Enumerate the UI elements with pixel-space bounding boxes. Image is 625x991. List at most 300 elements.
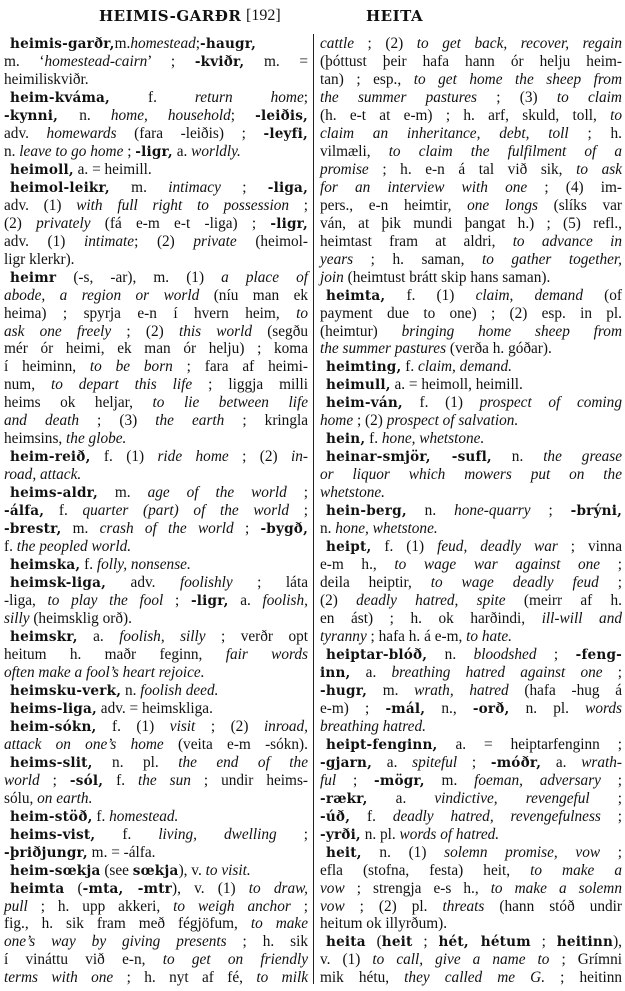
- body-text: (heimsklig orð).: [29, 610, 132, 627]
- headword: heims-liga,: [10, 700, 97, 717]
- text-line: [4, 826, 308, 844]
- text-line: [320, 502, 622, 520]
- definition-text: claim, demand: [475, 286, 583, 304]
- body-text: ; (2): [111, 322, 179, 340]
- body-text: ;: [220, 178, 268, 196]
- definition-text: homestead: [130, 35, 196, 52]
- text-line: [4, 197, 308, 215]
- text-line: [320, 646, 622, 664]
- text-line: [4, 107, 308, 125]
- body-text: f.: [80, 556, 97, 574]
- body-text: ; liggja milli: [192, 376, 308, 394]
- body-text: ; h.: [568, 124, 622, 142]
- body-text: heima) ; spyrja e-n í hvern heim,: [4, 304, 297, 322]
- body-text: ),: [613, 933, 622, 951]
- headword: heims-aldr,: [10, 485, 98, 502]
- definition-text: to advance in: [512, 232, 622, 250]
- body-text: ;: [163, 592, 191, 610]
- body-text: a. = heimoll, heimill.: [390, 376, 523, 394]
- headword: heipt-fenginn,: [326, 736, 438, 753]
- body-text: n.: [491, 448, 544, 466]
- definition-text: attack on one’s home: [4, 735, 164, 753]
- body-text: (h. e-t at e-m) ; h. arf, skuld, toll,: [320, 106, 611, 124]
- body-text: adv. = heimskliga.: [96, 699, 213, 717]
- text-line: [320, 826, 622, 844]
- body-text: ;: [412, 933, 439, 951]
- body-text: ; kringla: [224, 412, 309, 430]
- body-text: deila heiptir,: [320, 574, 431, 592]
- body-text: e-m h.,: [320, 556, 395, 574]
- headword: -hugr,: [320, 682, 368, 699]
- body-text: ; (2): [228, 448, 291, 466]
- headword: heim-sœkja: [10, 862, 101, 879]
- text-line: [4, 844, 308, 862]
- body-text: e-m) ;: [320, 699, 386, 717]
- headword: heimska,: [10, 557, 81, 574]
- text-line: [320, 808, 622, 826]
- text-line: [4, 430, 308, 448]
- definition-text: homestead.: [109, 807, 179, 825]
- body-text: f. (1): [371, 538, 438, 556]
- body-text: ;: [600, 807, 623, 825]
- body-text: adv. (1): [4, 232, 84, 250]
- body-text: heitum ok illyrðum).: [320, 915, 448, 933]
- definition-text: hone, whetstone.: [381, 430, 485, 448]
- body-text: -liga,: [4, 592, 48, 610]
- text-line: [320, 358, 622, 376]
- body-text: ;: [530, 502, 571, 520]
- definition-text: bringing home sheep from: [401, 322, 622, 340]
- definition-text: the peopled world.: [16, 538, 132, 556]
- definition-text: to weigh anchor: [173, 897, 291, 915]
- body-text: m.: [424, 771, 475, 789]
- body-text: (fá e-m e-t -liga) ;: [90, 214, 271, 232]
- definition-text: to get home the sheep from: [413, 70, 622, 88]
- body-text: n.: [427, 645, 474, 663]
- definition-text: to get on friendly: [162, 951, 309, 969]
- definition-text: for an interview with one: [320, 178, 528, 196]
- definition-text: terms with one: [4, 969, 114, 987]
- text-line: [4, 664, 308, 682]
- text-line: [320, 628, 622, 646]
- definition-text: or liquor which mowers put on the: [320, 466, 622, 484]
- body-text: ), v. (1): [172, 879, 249, 897]
- text-line: [320, 915, 622, 933]
- text-line: [320, 466, 622, 484]
- definition-text: claim, demand.: [418, 358, 512, 376]
- body-text: heitum h. maðr feginn,: [4, 645, 226, 663]
- text-line: [320, 305, 622, 323]
- text-line: [320, 125, 622, 143]
- body-text: ;: [233, 520, 261, 538]
- definition-text: crash of the world: [99, 520, 234, 538]
- definition-text: spiteful: [412, 753, 458, 771]
- text-line: [4, 700, 308, 718]
- body-text: ;: [39, 771, 70, 789]
- definition-text: promise: [320, 160, 369, 178]
- text-line: [4, 951, 308, 969]
- definition-text: abode, a region or world: [4, 286, 200, 304]
- body-text: a.: [541, 753, 582, 771]
- body-text: a.: [172, 142, 192, 160]
- column-right: [320, 35, 622, 987]
- definition-text: home, household: [110, 106, 231, 124]
- text-line: [4, 933, 308, 951]
- text-line: [4, 790, 308, 808]
- body-text: ;: [289, 196, 309, 214]
- text-line: [4, 754, 308, 772]
- definition-text: foolish,: [262, 592, 308, 610]
- definition-text: return home: [194, 88, 304, 106]
- text-line: [4, 898, 308, 916]
- body-text: vilmæli,: [320, 142, 389, 160]
- body-text: ; (4) im-: [527, 178, 622, 196]
- definition-text: one’s way by giving presents: [4, 933, 227, 951]
- headword: heimsk-liga,: [10, 575, 107, 592]
- definition-text: inroad,: [263, 717, 308, 735]
- definition-text: homestead-cairn: [44, 52, 148, 70]
- body-text: heimsins,: [4, 430, 67, 448]
- definition-text: hone-quarry: [454, 502, 531, 520]
- body-text: ; (2): [353, 412, 387, 430]
- definition-text: to make a: [530, 861, 622, 879]
- text-line: [320, 53, 622, 71]
- text-line: [320, 862, 622, 880]
- body-text: (hafa -hug á: [508, 681, 622, 699]
- definition-text: intimacy: [168, 178, 221, 196]
- text-line: [320, 269, 622, 287]
- body-text: ;: [600, 771, 622, 789]
- text-line: [4, 358, 308, 376]
- body-text: a.: [367, 789, 435, 807]
- text-line: [320, 574, 622, 592]
- text-line: [4, 323, 308, 341]
- body-text: adv.: [4, 124, 47, 142]
- body-text: num,: [4, 376, 51, 394]
- definition-text: age of the world: [147, 484, 287, 502]
- headword: hein-berg,: [326, 503, 407, 520]
- body-text: v. (1): [320, 951, 373, 969]
- body-text: mér ór heimi, ek man ór helju) ; koma: [4, 340, 308, 358]
- text-line: [4, 556, 308, 574]
- body-text: ;: [589, 789, 623, 807]
- text-line: [4, 179, 308, 197]
- body-text: ), v.: [178, 861, 206, 879]
- headword: heita: [326, 934, 366, 951]
- headword: -álfa,: [4, 503, 45, 520]
- body-text: ; vinna: [557, 538, 622, 556]
- text-line: [320, 718, 622, 736]
- definition-text: to make a solemn: [490, 879, 622, 897]
- headword: -leiðis,: [255, 107, 308, 124]
- body-text: (see: [100, 861, 133, 879]
- definition-text: fair words: [225, 645, 308, 663]
- text-line: [4, 340, 308, 358]
- headword: -mögr,: [374, 772, 425, 789]
- text-line: [4, 484, 308, 502]
- definition-text: and death: [4, 412, 79, 430]
- body-text: ; láta: [232, 574, 308, 592]
- definition-text: deadly hatred, spite: [356, 592, 506, 610]
- text-line: [320, 35, 622, 53]
- body-text: m.: [109, 178, 169, 196]
- text-line: [4, 215, 308, 233]
- headword: heim-kváma,: [10, 89, 110, 106]
- definition-text: to: [610, 106, 622, 124]
- headword: heimol-leikr,: [10, 179, 110, 196]
- body-text: pers., e-n heimtir,: [320, 196, 468, 214]
- definition-text: prospect of coming: [479, 394, 622, 412]
- definition-text: foolish deed.: [140, 681, 219, 699]
- body-text: (: [64, 879, 83, 897]
- text-line: [4, 35, 308, 53]
- definition-text: homewards: [46, 124, 117, 142]
- text-line: [320, 89, 622, 107]
- definition-text: foeman, adversary: [474, 771, 601, 789]
- body-text: a. = heimill.: [73, 160, 152, 178]
- body-text: ; (3): [476, 88, 557, 106]
- text-line: [4, 251, 308, 269]
- body-text: ; (2) pl.: [344, 897, 443, 915]
- text-line: [320, 484, 622, 502]
- body-text: en ást) ; h. ok harðindi,: [320, 610, 542, 627]
- headword: heim-sókn,: [10, 718, 97, 735]
- text-line: [4, 394, 308, 412]
- body-text: n. pl.: [92, 753, 179, 771]
- definition-text: to claim: [556, 88, 622, 106]
- text-line: [320, 251, 622, 269]
- headword: heimting,: [326, 359, 402, 376]
- text-line: [320, 790, 622, 808]
- headword: -gjarn,: [320, 754, 373, 771]
- body-text: ;: [195, 35, 201, 52]
- text-line: [4, 538, 308, 556]
- headword: heims-vist,: [10, 826, 96, 843]
- definition-text: vow: [320, 897, 345, 915]
- definition-text: one longs: [467, 196, 538, 214]
- body-text: a.: [228, 592, 263, 610]
- body-text: adv.: [106, 574, 180, 592]
- definition-text: the summer pastures: [320, 340, 447, 358]
- definition-text: feud, deadly war: [437, 538, 558, 556]
- headword: heinar-smjör, -sufl,: [326, 449, 492, 466]
- definition-text: vow: [320, 879, 345, 897]
- body-text: f. (1): [96, 717, 170, 735]
- body-text: ligr klerkr).: [4, 250, 75, 268]
- page-number: [192]: [246, 7, 281, 24]
- definition-text: tyranny: [320, 627, 367, 645]
- body-text: (verða h. góðar).: [446, 340, 552, 358]
- text-line: [4, 71, 308, 89]
- definition-text: deadly hatred, revengefulness: [392, 807, 601, 825]
- body-text: f. (1): [402, 394, 480, 412]
- text-line: [320, 394, 622, 412]
- headword: -yrði,: [320, 826, 361, 843]
- headword: -bygð,: [260, 521, 309, 538]
- text-line: [4, 682, 308, 700]
- definition-text: words of hatred.: [399, 825, 500, 843]
- body-text: a.: [372, 753, 413, 771]
- headword: -úð,: [320, 808, 351, 825]
- body-text: ;: [286, 484, 309, 502]
- definition-text: to: [296, 304, 308, 322]
- definition-text: with full right to possession: [76, 196, 290, 214]
- definition-text: to draw,: [248, 879, 308, 897]
- text-line: [4, 287, 308, 305]
- definition-text: to wage deadly feud: [430, 574, 599, 592]
- body-text: f.: [365, 430, 382, 448]
- body-text: n.: [121, 681, 141, 699]
- body-text: m. =: [244, 52, 308, 70]
- body-text: f. (1): [385, 286, 476, 304]
- body-text: ; h. saman,: [353, 250, 482, 268]
- text-line: [320, 287, 622, 305]
- headword: -þriðjungr,: [4, 844, 88, 861]
- body-text: ;: [602, 663, 623, 681]
- body-text: f. (1): [90, 448, 158, 466]
- definition-text: on earth.: [37, 789, 93, 807]
- headword: -haugr,: [200, 36, 257, 52]
- body-text: n.: [4, 142, 20, 160]
- body-text: m.: [367, 681, 415, 699]
- body-text: ; hafa h. á e-m,: [366, 627, 467, 645]
- headword: -mta, -mtr: [82, 880, 173, 897]
- body-text: n. pl.: [360, 825, 400, 843]
- text-line: [4, 143, 308, 161]
- headword: heit,: [326, 844, 362, 861]
- text-line: [320, 520, 622, 538]
- body-text: ; fara af heimi-: [172, 358, 308, 376]
- text-line: [320, 340, 622, 358]
- body-text: m. = -álfa.: [87, 843, 156, 861]
- headword: heitinn: [556, 934, 614, 951]
- body-text: í heiminn,: [4, 358, 90, 376]
- body-text: n.: [406, 502, 455, 520]
- text-line: [4, 969, 308, 987]
- body-text: (-s, -ar), m. (1): [56, 268, 222, 286]
- headword: -orð,: [472, 700, 510, 717]
- running-head-left: HEIMIS-GARÐR: [99, 7, 242, 25]
- text-line: [320, 215, 622, 233]
- column-divider: [313, 34, 314, 984]
- headword: -ligr,: [135, 143, 173, 160]
- headword: heim-stöð,: [10, 808, 93, 825]
- text-line: [320, 664, 622, 682]
- body-text: f.: [92, 807, 110, 825]
- body-text: ; (3): [79, 412, 156, 430]
- definition-text: the summer pastures: [320, 88, 477, 106]
- body-text: (heimtur): [320, 322, 402, 340]
- definition-text: the end of the: [178, 753, 308, 771]
- definition-text: wrath, hatred: [414, 681, 509, 699]
- definition-text: pull: [4, 897, 28, 915]
- definition-text: the sun: [138, 771, 191, 789]
- definition-text: to be born: [89, 358, 173, 376]
- text-line: [4, 448, 308, 466]
- definition-text: cattle: [320, 35, 354, 52]
- definition-text: to hate.: [466, 627, 513, 645]
- body-text: (: [365, 933, 382, 951]
- definition-text: the globe.: [66, 430, 127, 448]
- body-text: sólu,: [4, 789, 38, 807]
- text-line: [4, 125, 308, 143]
- body-text: n.: [320, 520, 336, 538]
- text-line: [320, 376, 622, 394]
- headword: heipt,: [326, 539, 372, 556]
- headword: hein,: [326, 431, 366, 448]
- definition-text: road, attack.: [4, 466, 82, 484]
- definition-text: this world: [178, 322, 252, 340]
- body-text: ;: [600, 556, 622, 574]
- column-left: [4, 35, 308, 987]
- body-text: ;: [536, 645, 576, 663]
- text-line: [4, 233, 308, 251]
- text-line: [4, 592, 308, 610]
- definition-text: to depart this life: [50, 376, 193, 394]
- definition-text: to visit.: [205, 861, 251, 879]
- body-text: (2): [4, 214, 37, 232]
- text-line: [4, 808, 308, 826]
- text-line: [320, 700, 622, 718]
- text-line: [4, 772, 308, 790]
- body-text: a.: [350, 663, 392, 681]
- definition-text: breathing hatred against one: [391, 663, 603, 681]
- headword: inn,: [320, 664, 351, 681]
- body-text: ’ ;: [147, 52, 195, 70]
- definition-text: ride home: [157, 448, 229, 466]
- body-text: m.: [97, 484, 148, 502]
- text-line: [320, 880, 622, 898]
- body-text: n. pl.: [509, 699, 586, 717]
- body-text: fig., h. sik fram með fégjöfum,: [4, 915, 251, 933]
- text-line: [320, 430, 622, 448]
- definition-text: claim an inheritance, debt, toll: [320, 124, 569, 142]
- text-line: [320, 736, 622, 754]
- body-text: ; heitinn: [545, 969, 622, 987]
- headword: heiptar-blóð,: [326, 646, 428, 663]
- headword: heimta: [10, 880, 65, 897]
- text-line: [4, 412, 308, 430]
- text-line: [4, 502, 308, 520]
- headword: -brýni,: [570, 503, 622, 520]
- body-text: n.,: [425, 699, 473, 717]
- definition-text: often make a fool’s heart rejoice.: [4, 663, 205, 681]
- body-text: ;: [336, 771, 375, 789]
- text-line: [4, 305, 308, 323]
- body-text: ; h. sik: [226, 933, 308, 951]
- text-line: [320, 143, 622, 161]
- definition-text: intimate: [83, 232, 135, 250]
- text-line: [4, 646, 308, 664]
- definition-text: foolishly: [179, 574, 233, 592]
- body-text: (veita e-m -sókn).: [163, 735, 308, 753]
- text-line: [320, 844, 622, 862]
- definition-text: to gather together,: [481, 250, 622, 268]
- text-line: [4, 862, 308, 880]
- headword: heimis-garðr,: [10, 36, 115, 52]
- text-line: [4, 718, 308, 736]
- definition-text: to wage war against one: [394, 556, 601, 574]
- body-text: ; strengja e-s h.,: [344, 879, 491, 897]
- headword: -móðr,: [490, 754, 542, 771]
- text-line: [320, 538, 622, 556]
- body-text: ;: [276, 825, 308, 843]
- body-text: f.: [95, 825, 159, 843]
- body-text: ; h. upp akkeri,: [27, 897, 174, 915]
- body-text: (fara -leiðis) ;: [116, 124, 264, 142]
- definition-text: vindictive, revengeful: [434, 789, 590, 807]
- definition-text: to make: [250, 915, 308, 933]
